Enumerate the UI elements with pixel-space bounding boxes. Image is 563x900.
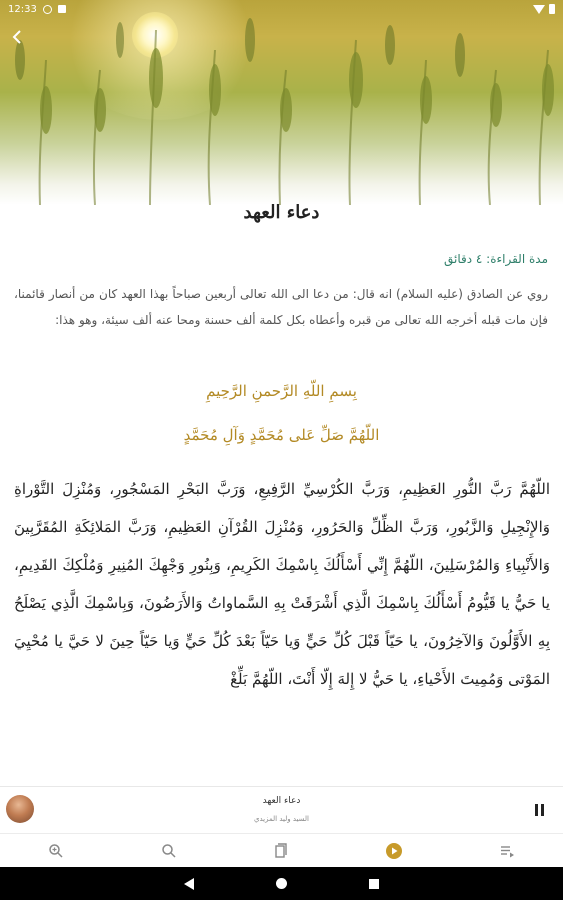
status-time: 12:33 <box>8 3 37 15</box>
playlist-icon <box>499 843 515 859</box>
hero-wheat-image <box>0 0 563 205</box>
nav-playlist[interactable] <box>487 836 527 866</box>
nav-play[interactable] <box>374 836 414 866</box>
battery-icon <box>549 4 555 14</box>
reading-time: مدة القراءة: ٤ دقائق <box>444 252 548 266</box>
system-recents-icon[interactable] <box>369 879 379 889</box>
chevron-left-icon <box>11 30 23 44</box>
zoom-icon <box>48 843 64 859</box>
notification-icon <box>58 5 66 13</box>
search-icon <box>161 843 177 859</box>
page-title: دعاء العهد <box>243 202 320 223</box>
pause-icon-bar <box>541 804 544 816</box>
salawat: اللّهُمَّ صَلِّ عَلى مُحَمَّدٍ وَآلِ مُحَمَّدٍ <box>183 426 380 444</box>
system-nav-bar <box>0 867 563 900</box>
pause-button[interactable] <box>535 804 547 818</box>
player-title: دعاء العهد <box>262 796 301 806</box>
pause-icon <box>535 804 538 816</box>
nav-search[interactable] <box>149 836 189 866</box>
system-back-icon[interactable] <box>184 878 194 890</box>
supplication-text: اللّهُمَّ رَبَّ النُّورِ العَظِيمِ، وَرَبَّ الكُرْسِيِّ الرَّفِيعِ، وَرَبَّ البَحْرِ المَسْجُورِ، وَمُنْزِلَ التَّوْراةِ وَالإِنْجِيلِ وَالزَّبُورِ، وَرَبَّ الظِّلِّ وَالحَرُورِ، وَمُنْزِلَ القُرْآنِ العَظِيمِ، وَرَبَّ المَلائِكَةِ المُقَرَّبِينَ وَالأَنْبِياءِ وَالمُرْسَلِينَ، اللّهُمَّ إِنِّي أَسْأَلُكَ بِاسْمِكَ الكَرِيمِ، وَبِنُورِ وَجْهِكَ المُنِيرِ وَمُلْكِكَ القَدِيمِ، يا حَيُّ يا قَيُّومُ أَسْأَلُكَ بِاسْمِكَ الَّذِي أَشْرَقَتْ بِهِ السَّماواتُ وَالأَرَضُونَ، وَبِاسْمِكَ الَّذِي يَصْلَحُ بِهِ الأَوَّلُونَ وَالآخِرُونَ، يا حَيّاً قَبْلَ كُلِّ حَيٍّ وَيا حَيّاً بَعْدَ كُلِّ حَيٍّ وَيا حَيّاً حِينَ لا حَيَّ يا مُحْيِيَ المَوْتى وَمُمِيتَ الأَحْياءِ، يا حَيُّ لا إِلهَ إِلّا أَنْتَ، اللّهُمَّ بَلِّغْ <box>14 480 550 688</box>
basmala: بِسمِ اللّهِ الرَّحمنِ الرَّحِيمِ <box>206 382 357 400</box>
bookmarks-icon <box>273 843 289 859</box>
intro-text: روي عن الصادق (عليه السلام) انه قال: من دعا الى الله تعالى أربعين صباحاً بهذا العهد كان من أنصار قائمنا، فإن مات قبله أخرجه الله تعالى من قبره وأعطاه بكل كلمة ألف حسنة ومحا عنه ألف سيئة، وهو هذا: <box>14 287 548 327</box>
status-bar <box>0 0 563 18</box>
back-button[interactable] <box>6 26 28 48</box>
mini-player[interactable] <box>0 786 563 833</box>
player-reciter: السيد وليد المزيدي <box>254 815 309 823</box>
nav-zoom[interactable] <box>36 836 76 866</box>
nav-bookmarks[interactable] <box>261 836 301 866</box>
wheat-field-illustration <box>0 0 563 205</box>
bottom-nav <box>0 833 563 867</box>
wifi-icon <box>533 5 545 14</box>
location-icon <box>43 5 52 14</box>
system-home-icon[interactable] <box>276 878 287 889</box>
play-circle-icon <box>385 842 403 860</box>
